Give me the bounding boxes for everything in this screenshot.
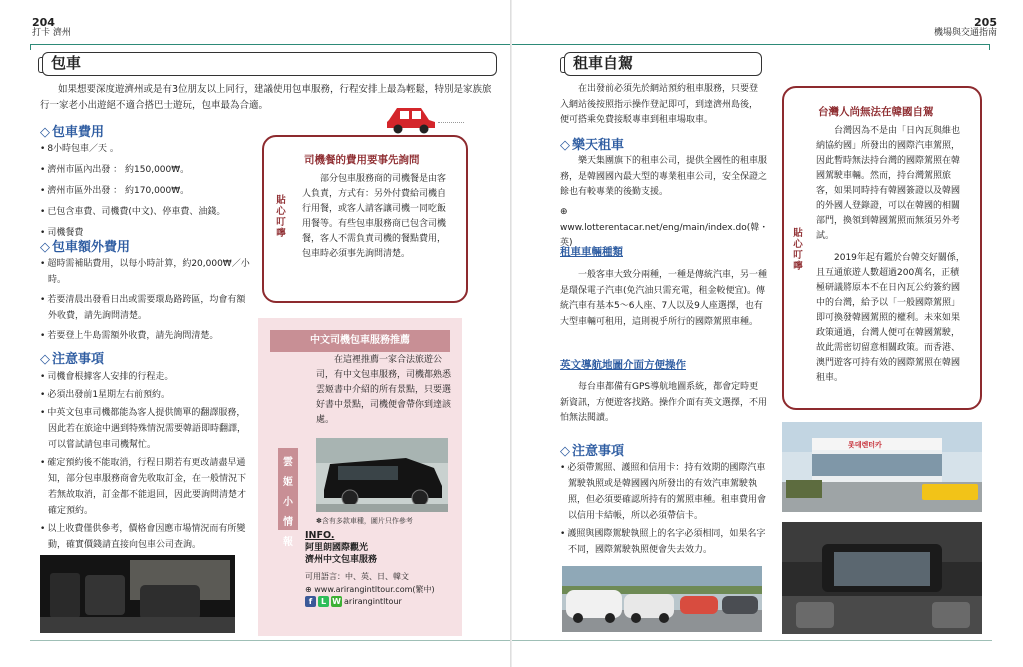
notice-title-text: 注意事項 (572, 444, 625, 459)
rental-cars-photo (562, 566, 762, 632)
notice-section-title-left (40, 348, 104, 367)
tip-label-right: 貼心叮嚀 (793, 228, 803, 272)
black-van-photo (316, 438, 448, 512)
list-item: • 以上收費僅供參考，價格會因應市場情況而有所變動，確實價錢請直接向包車公司查詢。 (40, 521, 248, 553)
gps-title: 英文導航地圖介面方便操作 (560, 359, 686, 371)
tip-text-right-1: 台灣因為不是由「日內瓦與維也納協約國」所發出的國際汽車駕照，因此暫時無法持台灣的國際駕照在韓國駕駛車輛。然而，持台灣駕照旅客，如果同時持有韓國簽證以及韓國的外國人登錄證，可以在韓國的相關部門，換領到韓國駕照而無須另外考試。 (816, 126, 961, 241)
diamond-icon: ◇ (40, 125, 50, 140)
list-item: • 必須出發前1星期左右前預約。 (40, 387, 248, 403)
lotte-title-text: 樂天租車 (572, 138, 625, 153)
lotte-section-title (560, 134, 624, 153)
building-sign: 롯데렌터카 (848, 441, 882, 449)
info-block (305, 530, 455, 596)
tip-title-left: 司機餐的費用要事先詢問 (304, 154, 420, 166)
types-text: 一般客車大致分兩種，一種是傳統汽車，另一種是環保電子汽車(免汽油只需充電，租金較便宜)。傳統汽車有基本5～6人座、7人以及9人座選擇，也有大型車輛可租用，這則視乎所行的國際駕照車種。 (560, 270, 768, 327)
list-item: • 中英文包車司機都能為客人提供簡單的翻譯服務，因此若在旅途中遇到特殊情況需要韓語即時翻譯，可以嘗試請包車司機幫忙。 (40, 405, 248, 453)
line-icon[interactable]: L (318, 596, 329, 607)
tip-text-right-2: 2019年起有鑑於台韓交好關係，且互通旅遊人數超過200萬名，正積極研議將原本不在日內瓦公約簽約國中的台灣，給予以「一般國際駕照」即可換發韓國駕照的權利。未來如果政策通過，台灣人便可在韓國駕駛，故此需密切留意相關政策。而香港、澳門遊客可持有效的國際駕照在韓國租車。 (816, 253, 965, 383)
diamond-icon: ◇ (40, 240, 50, 255)
list-item: • 已包含車費、司機費(中文)、停車費、油錢。 (40, 204, 255, 220)
tip-text-left: 部分包車服務商的司機餐是由客人負責，方式有：另外付費給司機自行用餐，或客人請客讓司機一同吃飯用餐等。有些包車服務商已包含司機餐，客人不需負責司機的餐點費用，包車時必須事先詢問清楚。 (302, 174, 447, 259)
diamond-icon: ◇ (560, 444, 570, 459)
side-char: 小 (283, 497, 293, 508)
list-item: • 濟州市區外出發 ： 約170,000₩。 (40, 183, 255, 199)
van-interior-photo (40, 555, 235, 633)
types-title: 租車車輛種類 (560, 246, 623, 258)
gps-text: 每台車都備有GPS導航地圖系統，都會定時更新資訊，方便遊客找路。操作介面有英文選擇，不用怕無法閱讀。 (560, 382, 768, 423)
notice-section-title-right (560, 440, 624, 459)
list-item: • 護照與國際駕駛執照上的名字必須相同，如果名字不同，國際駕駛執照便會失去效力。 (560, 526, 768, 558)
extra-list (40, 256, 250, 345)
section-title-charter: 包車 (42, 52, 497, 76)
header-text: 機場與交通指南 (933, 28, 997, 38)
info-company-name: 阿里朗國際觀光 (305, 543, 369, 553)
tip-title-right: 台灣人尚無法在韓國自駕 (818, 106, 934, 118)
header-rule (30, 44, 510, 45)
facebook-icon[interactable]: f (305, 596, 316, 607)
diamond-icon: ◇ (40, 352, 50, 367)
page-header-left (32, 17, 71, 39)
extra-title-text: 包車額外費用 (52, 240, 131, 255)
list-item: • 司機餐費 (40, 225, 255, 241)
header-rule (512, 44, 990, 45)
list-item: • 濟州市區內出發 ： 約150,000₩。 (40, 162, 255, 178)
notice-list-left (40, 369, 248, 554)
side-char: 情 (283, 517, 293, 528)
social-handle: arirangintltour (344, 597, 402, 606)
fee-list (40, 141, 255, 242)
list-item: • 司機會根據客人安排的行程走。 (40, 369, 248, 385)
info-service-name: 濟州中文包車服務 (305, 555, 378, 565)
dotted-line (438, 122, 464, 123)
side-char: 雲 (283, 457, 293, 468)
tip-label-left: 貼心叮嚀 (276, 195, 286, 239)
social-row (305, 596, 402, 607)
rental-intro: 在出發前必須先於網站預約租車服務，只要登入網站後按照指示操作登記即可，到達濟州島後，便可搭乘免費接駁專車到租車場取車。 (560, 84, 759, 125)
page-number: 204 (32, 16, 55, 29)
recommend-side-label (278, 448, 298, 548)
footer-rule (30, 640, 510, 641)
header-rule-tick (30, 44, 31, 50)
notice-title-text: 注意事項 (52, 352, 105, 367)
charter-intro: 如果想要深度遊濟州或是有3位朋友以上同行，建議使用包車服務，行程安排上最為輕鬆，特別是家族旅行一家老小出遊絕不適合搭巴士遊玩，包車最為合適。 (40, 84, 492, 111)
right-page (512, 0, 1023, 667)
list-item: • 超時需補貼費用，以每小時計算，約20,000₩／小時。 (40, 256, 250, 288)
header-text: 打卡 濟州 (32, 28, 71, 38)
lotte-text: 樂天集團旗下的租車公司，提供全國性的租車服務，是韓國國內最大型的專業租車公司，安全保證之餘也有較專業的後勤支援。 (560, 156, 768, 197)
extra-section-title (40, 236, 130, 255)
fee-title-text: 包車費用 (52, 125, 105, 140)
info-url[interactable]: ⊕ www.arirangintltour.com(繁中) (305, 585, 435, 594)
list-item: • 若要清晨出發看日出或需要環島路跨區，均會有額外收費，請先詢問清楚。 (40, 292, 250, 324)
side-char: 姬 (283, 477, 293, 488)
wechat-icon[interactable]: W (332, 597, 341, 606)
lotte-building-photo (782, 422, 982, 512)
page-number: 205 (974, 16, 997, 29)
list-item: • 若要登上牛島需額外收費，請先詢問清楚。 (40, 328, 250, 344)
section-title-rental: 租車自駕 (564, 52, 762, 76)
dashboard-photo (782, 522, 982, 634)
page-header-right (934, 17, 997, 39)
fee-section-title (40, 121, 104, 140)
lotte-url[interactable]: ⊕ www.lotterentacar.net/eng/main/index.do(韓・英) (560, 207, 769, 248)
list-item: • 必須帶駕照、護照和信用卡：持有效期的國際汽車駕駛執照或是韓國國內所發出的有效汽車駕駛執照，但必須要確認所持有的駕照車種。租車費用會以信用卡結帳，所以必須帶信卡。 (560, 460, 768, 524)
van-caption: ✽含有多款車種，圖片只作參考 (316, 517, 413, 525)
diamond-icon: ◇ (560, 138, 570, 153)
recommend-title: 中文司機包車服務推薦 (270, 330, 450, 352)
notice-list-right (560, 460, 768, 559)
recommend-text: 在這裡推薦一家合法旅遊公司，有中文包車服務，司機都熟悉雲姬書中介紹的所有景點，只要選好書中景點，司機便會帶你到達該處。 (316, 355, 452, 425)
left-page (0, 0, 511, 667)
list-item: • 確定預約後不能取消，行程日期若有更改請盡早通知，部分包車服務商會先收取訂金，在一般情況下若無故取消，訂金都不能退回，因此要詢問清楚才確定預約。 (40, 455, 248, 519)
footer-rule (512, 640, 992, 641)
list-item: • 8小時包車／天 。 (40, 141, 255, 157)
info-label: INFO. (305, 530, 335, 541)
side-char: 報 (283, 537, 293, 548)
info-languages: 可用語言：中、英、日、韓文 (305, 572, 409, 581)
car-icon (383, 102, 439, 134)
header-rule-tick (989, 44, 990, 50)
